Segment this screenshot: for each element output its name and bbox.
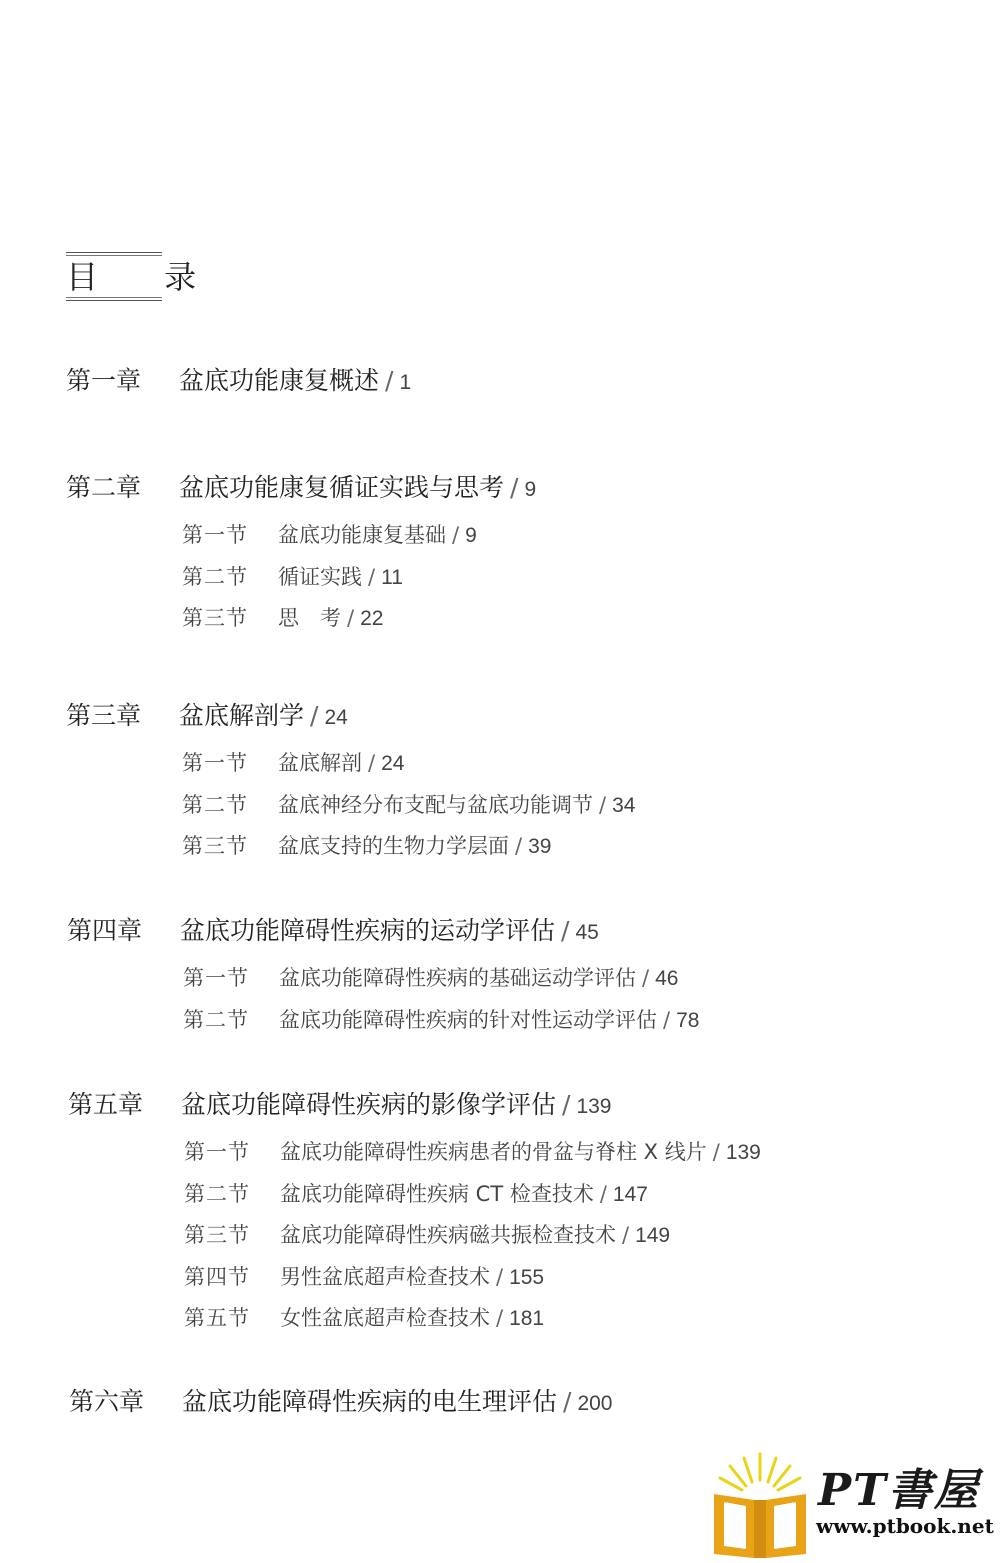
section-page-number: 155 xyxy=(509,1265,545,1289)
section-entry[interactable] xyxy=(68,1298,761,1340)
section-label: 第一节 xyxy=(183,966,249,990)
section-title: 男性盆底超声检查技术 xyxy=(280,1264,490,1289)
page-separator: / xyxy=(510,473,519,502)
page-separator: / xyxy=(561,916,570,945)
chapter-title: 盆底解剖学 xyxy=(179,701,305,730)
section-entry[interactable] xyxy=(66,743,635,785)
chapter-2 xyxy=(66,471,536,640)
page-separator: / xyxy=(599,792,607,817)
section-label: 第三节 xyxy=(182,606,248,630)
section-title: 盆底功能障碍性疾病患者的骨盆与脊柱 X 线片 xyxy=(280,1140,707,1164)
section-entry[interactable] xyxy=(66,515,536,557)
section-entry[interactable] xyxy=(66,557,536,599)
section-page-number: 147 xyxy=(612,1182,648,1206)
chapter-label: 第三章 xyxy=(66,701,142,730)
chapter-title: 盆底功能障碍性疾病的影像学评估 xyxy=(181,1090,557,1119)
section-label: 第一节 xyxy=(182,523,248,547)
section-page-number: 9 xyxy=(465,524,477,547)
heading-rule-bottom xyxy=(66,297,162,298)
toc-title: 目 录 xyxy=(66,258,225,296)
page-separator: / xyxy=(563,1387,572,1416)
section-title: 盆底功能障碍性疾病的基础运动学评估 xyxy=(279,966,636,990)
section-title: 盆底功能康复基础 xyxy=(278,523,446,547)
chapter-4 xyxy=(67,914,699,1041)
heading-rule-top xyxy=(66,255,162,256)
watermark-url: www.ptbook.net xyxy=(816,1514,994,1538)
chapter-label: 第五章 xyxy=(68,1090,144,1119)
chapter-1 xyxy=(66,364,411,400)
section-label: 第一节 xyxy=(182,751,248,775)
section-list xyxy=(68,1132,761,1340)
page-separator: / xyxy=(310,701,319,730)
chapter-entry[interactable] xyxy=(66,471,536,507)
chapter-page-number: 139 xyxy=(576,1095,612,1118)
chapter-page-number: 24 xyxy=(324,706,348,729)
chapter-entry[interactable] xyxy=(67,914,699,950)
chapter-6 xyxy=(69,1385,613,1421)
page-separator: / xyxy=(599,1181,607,1206)
chapter-title: 盆底功能康复概述 xyxy=(179,366,380,395)
page-separator: / xyxy=(622,1223,630,1247)
section-label: 第五节 xyxy=(184,1306,250,1330)
page-separator: / xyxy=(385,366,394,395)
chapter-title: 盆底功能康复循证实践与思考 xyxy=(179,473,505,502)
section-label: 第一节 xyxy=(184,1140,250,1164)
section-page-number: 24 xyxy=(381,752,405,775)
section-page-number: 46 xyxy=(655,967,679,990)
section-label: 第二节 xyxy=(182,792,248,817)
section-label: 第二节 xyxy=(183,1007,249,1032)
section-list xyxy=(66,515,536,640)
chapter-3 xyxy=(66,699,635,868)
page-separator: / xyxy=(368,564,376,589)
section-page-number: 139 xyxy=(725,1141,761,1164)
chapter-entry[interactable] xyxy=(66,699,635,735)
section-list xyxy=(66,743,635,868)
watermark-name: PT書屋 xyxy=(818,1465,980,1516)
ptbook-watermark xyxy=(708,1448,1000,1560)
chapter-page-number: 1 xyxy=(399,371,412,394)
section-entry[interactable] xyxy=(66,826,635,868)
section-entry[interactable] xyxy=(66,785,635,827)
chapter-page-number: 9 xyxy=(524,478,537,501)
section-entry[interactable] xyxy=(68,1174,761,1216)
chapter-title: 盆底功能障碍性疾病的运动学评估 xyxy=(180,916,556,945)
page-separator: / xyxy=(452,523,460,547)
section-entry[interactable] xyxy=(67,1000,699,1042)
toc-heading xyxy=(66,252,225,301)
section-list xyxy=(67,958,699,1041)
section-page-number: 149 xyxy=(635,1224,671,1247)
section-title: 循证实践 xyxy=(278,564,362,589)
page-separator: / xyxy=(368,751,376,775)
section-label: 第二节 xyxy=(182,564,248,589)
chapter-title: 盆底功能障碍性疾病的电生理评估 xyxy=(182,1387,558,1416)
page-separator: / xyxy=(712,1140,720,1164)
chapter-page-number: 200 xyxy=(577,1392,613,1415)
section-label: 第三节 xyxy=(184,1223,250,1247)
section-page-number: 181 xyxy=(509,1307,545,1330)
chapter-label: 第四章 xyxy=(67,916,143,945)
section-entry[interactable] xyxy=(67,958,699,1000)
chapter-entry[interactable] xyxy=(66,364,411,400)
page-separator: / xyxy=(496,1306,504,1330)
section-entry[interactable] xyxy=(68,1132,761,1174)
chapter-label: 第二章 xyxy=(66,473,142,502)
section-label: 第四节 xyxy=(184,1264,250,1289)
section-page-number: 34 xyxy=(612,793,636,817)
page-separator: / xyxy=(496,1264,504,1289)
page-separator: / xyxy=(515,834,523,858)
section-page-number: 22 xyxy=(360,607,384,630)
section-title: 盆底功能障碍性疾病磁共振检查技术 xyxy=(280,1223,616,1247)
section-page-number: 11 xyxy=(381,565,403,589)
section-entry[interactable] xyxy=(68,1215,761,1257)
chapter-5 xyxy=(68,1088,761,1340)
page-separator: / xyxy=(642,966,650,990)
section-title: 思 考 xyxy=(278,606,341,630)
page-separator: / xyxy=(347,606,355,630)
section-title: 女性盆底超声检查技术 xyxy=(280,1306,490,1330)
section-label: 第二节 xyxy=(184,1181,250,1206)
page-separator: / xyxy=(663,1007,671,1032)
page-separator: / xyxy=(562,1090,571,1119)
section-page-number: 39 xyxy=(528,835,552,858)
section-entry[interactable] xyxy=(66,598,536,640)
open-book-icon xyxy=(708,1450,812,1558)
section-label: 第三节 xyxy=(182,834,248,858)
section-title: 盆底功能障碍性疾病的针对性运动学评估 xyxy=(279,1007,657,1032)
section-title: 盆底解剖 xyxy=(278,751,362,775)
section-title: 盆底支持的生物力学层面 xyxy=(278,834,509,858)
chapter-entry[interactable] xyxy=(68,1088,761,1124)
chapter-page-number: 45 xyxy=(575,921,599,944)
chapter-label: 第一章 xyxy=(66,366,142,395)
chapter-label: 第六章 xyxy=(69,1387,145,1416)
section-title: 盆底神经分布支配与盆底功能调节 xyxy=(278,792,593,817)
section-title: 盆底功能障碍性疾病 CT 检查技术 xyxy=(280,1181,594,1206)
chapter-entry[interactable] xyxy=(69,1385,613,1421)
section-entry[interactable] xyxy=(68,1257,761,1299)
section-page-number: 78 xyxy=(676,1008,700,1032)
